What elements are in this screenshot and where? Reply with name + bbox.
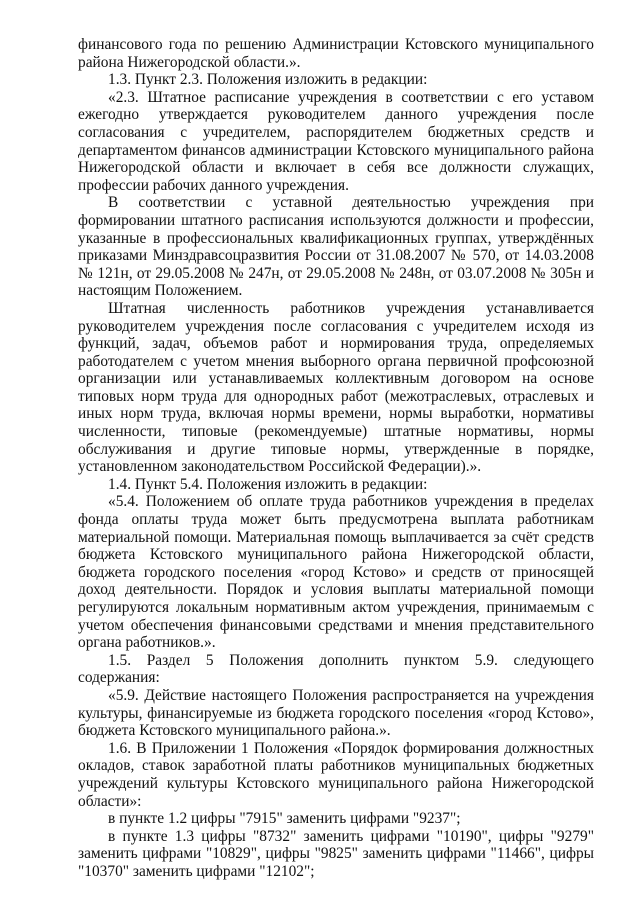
paragraph-2: 1.3. Пункт 2.3. Положения изложить в редакции:: [108, 71, 428, 89]
paragraph-5: Штатная численность работников учреждения устанавливается руководителем учреждения после согласования с учредителем исходя из функций, задач, объемов работ и нормирования труда, определяемых работодателем с учетом мнения выборного органа первичной профсоюзной организации или устанавливаемых коллективным договором на основе типовых норм труда для однородных работ (межотраслевых, отраслевых и иных норм труда, включая нормы времени, нормы выработки, нормативы численности, типовые (рекомендуемые) штатные нормативы, нормы обслуживания и другие типовые нормы, утвержденные в порядке, установленном законодательством Российской Федерации).».: [78, 299, 594, 476]
paragraph-10: 1.6. В Приложении 1 Положения «Порядок формирования должностных окладов, ставок заработной платы работников муниципальных бюджетных учреждений культуры Кстовского муниципального района Нижегородской области»:: [78, 739, 594, 810]
paragraph-7: «5.4. Положением об оплате труда работников учреждения в пределах фонда оплаты труда может быть предусмотрена выплата работникам материальной помощи. Материальная помощь выплачивается за счёт средств бюджета Кстовского муниципального района Нижегородской области, бюджета городского поселения «город Кстово» и средств от приносящей доход деятельности. Порядок и условия выплаты материальной помощи регулируются локальным нормативным актом учреждения, принимаемым с учетом обеспечения финансовыми средствами и мнения представительного органа работников.».: [78, 493, 594, 652]
paragraph-8: 1.5. Раздел 5 Положения дополнить пунктом 5.9. следующего содержания:: [78, 651, 594, 687]
document-page: [78, 36, 594, 881]
paragraph-3: «2.3. Штатное расписание учреждения в соответствии с его уставом ежегодно утверждается руководителем данного учреждения после согласования с учредителем, распорядителем бюджетных средств и департаментом финансов администрации Кстовского муниципального района Нижегородской области и включает в себя все должности служащих, профессии рабочих данного учреждения.: [78, 88, 594, 194]
paragraph-6: 1.4. Пункт 5.4. Положения изложить в редакции:: [108, 475, 428, 493]
paragraph-11: в пункте 1.2 цифры "7915" заменить цифрами "9237";: [108, 810, 461, 828]
paragraph-12: в пункте 1.3 цифры "8732" заменить цифрами "10190", цифры "9279" заменить цифрами "10829", цифры "9825" заменить цифрами "11466", цифры "10370" заменить цифрами "12102";: [78, 827, 594, 880]
paragraph-9: «5.9. Действие настоящего Положения распространяется на учреждения культуры, финансируемые из бюджета городского поселения «город Кстово», бюджета Кстовского муниципального района.».: [78, 686, 594, 740]
paragraph-4: В соответствии с уставной деятельностью учреждения при формировании штатного расписания используются должности и профессии, указанные в профессиональных квалификационных группах, утверждённых приказами Минздравсоцразвития России от 31.08.2007 № 570, от 14.03.2008 № 121н, от 29.05.2008 № 247н, от 29.05.2008 № 248н, от 03.07.2008 № 305н и настоящим Положением.: [78, 194, 594, 300]
paragraph-1: финансового года по решению Администрации Кстовского муниципального района Нижегородской области.».: [78, 36, 594, 71]
